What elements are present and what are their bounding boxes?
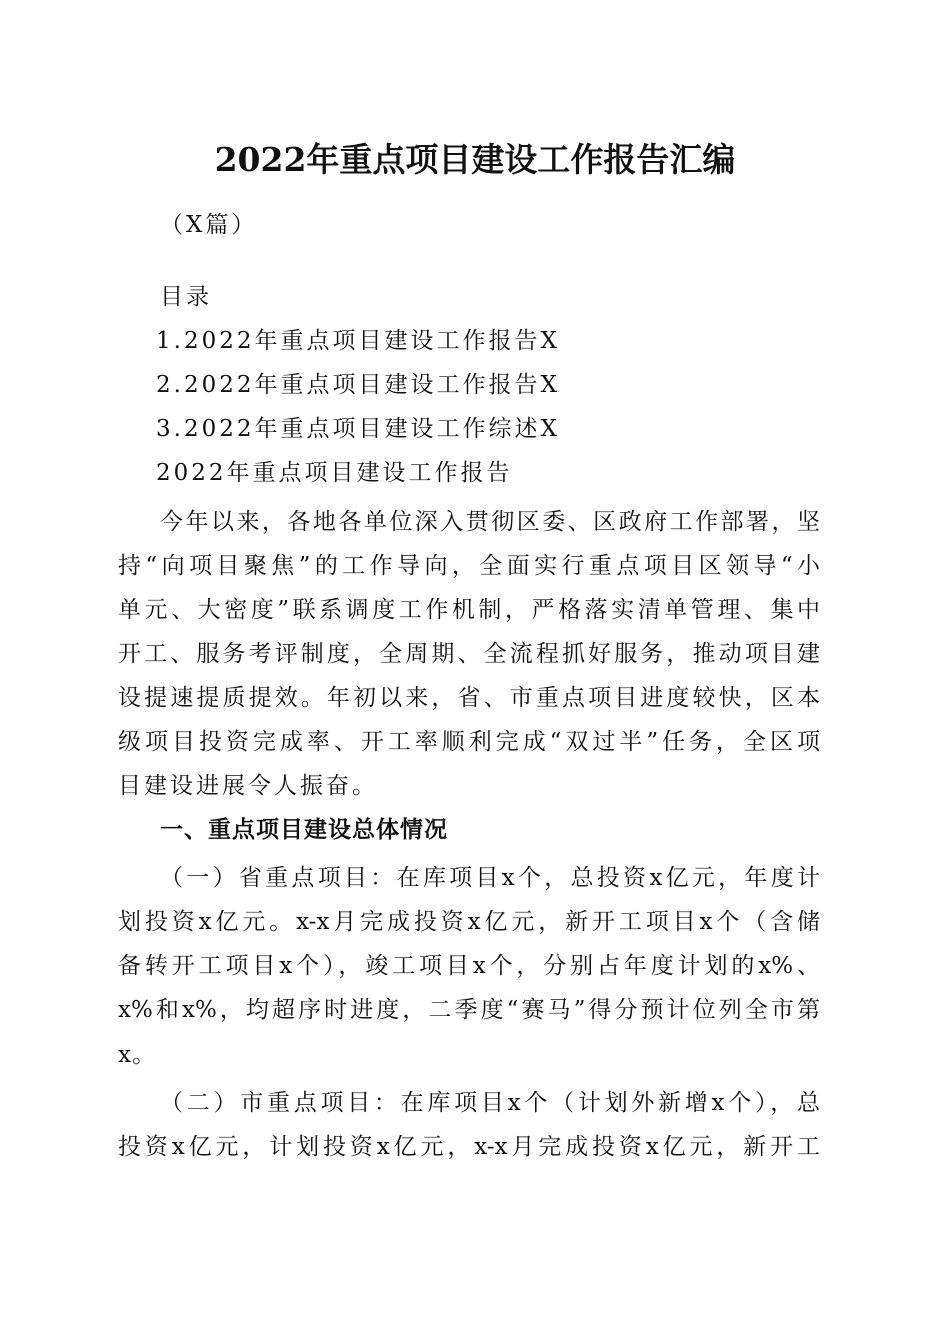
intro-line-1: 今年以来，各地各单位深入贯彻区委、区政府工作部署，坚 <box>160 509 820 535</box>
subtitle-count: （X篇） <box>160 212 258 238</box>
para2-line-1: （二）市重点项目：在库项目x个（计划外新增x个），总 <box>160 1090 820 1116</box>
intro-line-6: 级项目投资完成率、开工率顺利完成“双过半”任务，全区项 <box>118 729 820 755</box>
article-title: 2022年重点项目建设工作报告 <box>156 460 513 486</box>
toc-heading: 目录 <box>160 284 212 310</box>
toc-item-1: 1.2022年重点项目建设工作报告X <box>156 328 560 354</box>
para1-line-5: x。 <box>118 1042 157 1068</box>
para1-line-2: 划投资x亿元。x-x月完成投资x亿元，新开工项目x个（含储 <box>118 909 820 935</box>
intro-line-2: 持“向项目聚焦”的工作导向，全面实行重点项目区领导“小 <box>118 553 820 579</box>
section-heading-1: 一、重点项目建设总体情况 <box>160 817 448 843</box>
toc-item-3: 3.2022年重点项目建设工作综述X <box>156 416 560 442</box>
intro-line-3: 单元、大密度”联系调度工作机制，严格落实清单管理、集中 <box>118 597 820 623</box>
intro-line-7: 目建设进展令人振奋。 <box>118 773 378 799</box>
para1-line-3: 备转开工项目x个），竣工项目x个，分别占年度计划的x%、 <box>118 953 820 979</box>
intro-line-4: 开工、服务考评制度，全周期、全流程抓好服务，推动项目建 <box>118 641 820 667</box>
intro-line-5: 设提速提质提效。年初以来，省、市重点项目进度较快，区本 <box>118 685 820 711</box>
document-title: 2022年重点项目建设工作报告汇编 <box>214 140 736 179</box>
para1-line-1: （一）省重点项目：在库项目x个，总投资x亿元，年度计 <box>160 865 820 891</box>
para1-line-4: x%和x%，均超序时进度，二季度“赛马”得分预计位列全市第 <box>118 997 820 1023</box>
toc-item-2: 2.2022年重点项目建设工作报告X <box>156 372 560 398</box>
para2-line-2: 投资x亿元，计划投资x亿元，x-x月完成投资x亿元，新开工 <box>118 1134 820 1160</box>
